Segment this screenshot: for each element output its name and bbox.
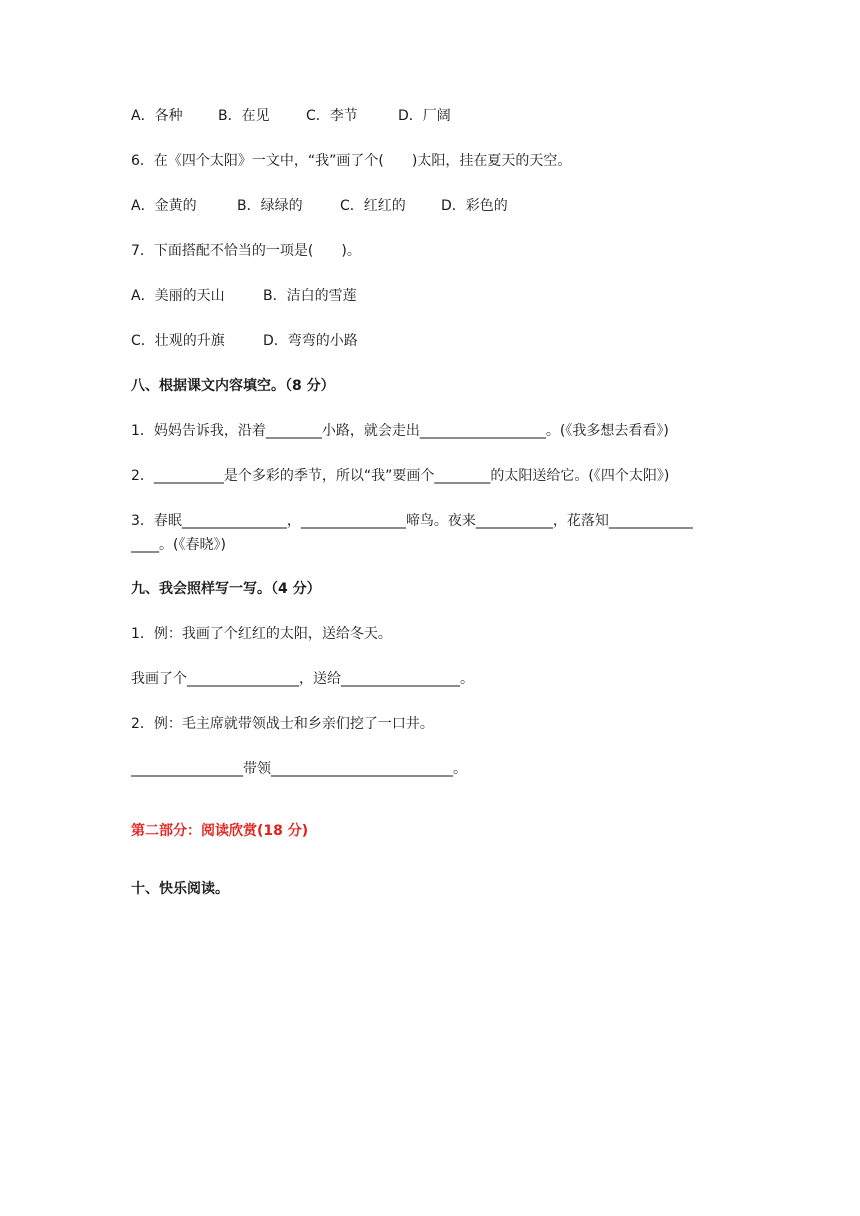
q6-option-d: D．彩色的 xyxy=(441,198,508,214)
q6-option-a: A．金黄的 xyxy=(131,198,197,214)
section-8-item-3-line-2: ____。(《春晓》) xyxy=(131,537,226,553)
q5-option-d: D．厂阔 xyxy=(398,108,451,124)
q7-option-c: C．壮观的升旗 xyxy=(131,333,225,349)
q7-options-ab xyxy=(131,286,357,306)
section-9-example-2: 2．例：毛主席就带领战士和乡亲们挖了一口井。 xyxy=(131,716,434,732)
section-8-item-1: 1．妈妈告诉我，沿着________小路，就会走出__________________。(《我多想去看看》) xyxy=(131,423,669,439)
section-10-title: 十、快乐阅读。 xyxy=(131,881,229,897)
q5-option-b: B．在见 xyxy=(218,108,270,124)
section-9-title: 九、我会照样写一写。（4 分） xyxy=(131,581,321,597)
section-9-answer-2: ________________带领__________________________。 xyxy=(131,761,467,777)
q6-option-c: C．红红的 xyxy=(340,198,406,214)
q6-options xyxy=(131,196,508,216)
section-9-answer-1: 我画了个________________，送给_________________。 xyxy=(131,671,474,687)
section-9-example-1: 1．例：我画了个红红的太阳，送给冬天。 xyxy=(131,626,392,642)
q7-option-d: D．弯弯的小路 xyxy=(263,333,358,349)
section-8-item-2: 2．__________是个多彩的季节，所以“我”要画个________的太阳送给它。(《四个太阳》) xyxy=(131,468,670,484)
q6-stem: 6．在《四个太阳》一文中，“我”画了个( )太阳，挂在夏天的天空。 xyxy=(131,153,572,169)
section-8-item-3-line-1: 3．春眠_______________，_______________啼鸟。夜来___________，花落知____________ xyxy=(131,513,693,529)
part-2-title: 第二部分：阅读欣赏(18 分) xyxy=(131,823,309,839)
q5-option-a: A．各种 xyxy=(131,108,183,124)
q7-option-b: B．洁白的雪莲 xyxy=(263,288,357,304)
q5-options xyxy=(131,106,451,126)
q6-option-b: B．绿绿的 xyxy=(237,198,303,214)
q7-options-cd xyxy=(131,331,358,351)
q5-option-c: C．李节 xyxy=(306,108,358,124)
q7-option-a: A．美丽的天山 xyxy=(131,288,225,304)
q7-stem: 7．下面搭配不恰当的一项是( )。 xyxy=(131,243,361,259)
section-8-title: 八、根据课文内容填空。（8 分） xyxy=(131,378,335,394)
